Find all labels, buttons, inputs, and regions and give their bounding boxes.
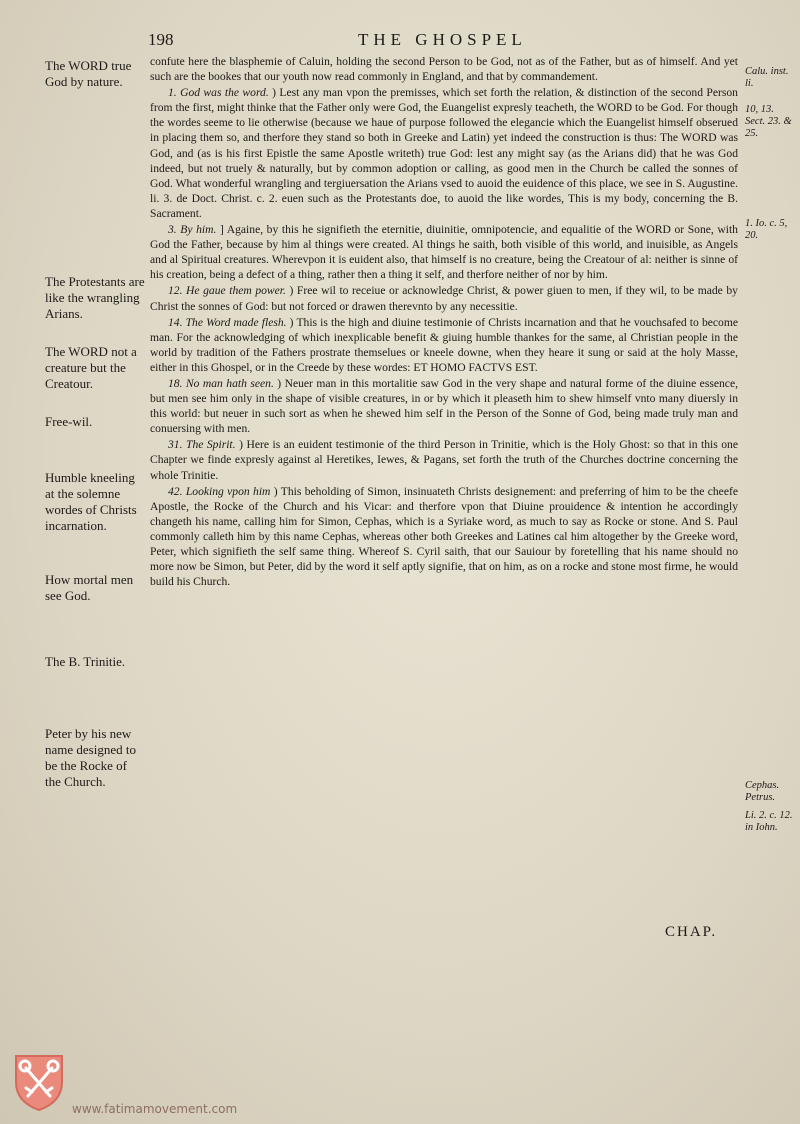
paragraph-lead: 12. He gaue them power. <box>168 284 286 298</box>
margin-note-mortal-men: How mortal men see God. <box>45 572 134 603</box>
paragraph-text: ] Againe, by this he signifieth the eternitie, diuinitie, omnipotencie, and equalitie of the WORD or Sone, with God the Father, because by him al things were created. Al things he saith, both visible of this world, and inuisible, as Angels and al Spiritual creatures. Wherevpon it is euident also, that himself is no creature, being the Creatour of al: neither is sinne of his creation, being a defect of a thing, rather then a thing it self, and therfore neither of nor by him. <box>150 223 738 282</box>
paragraph <box>150 437 738 482</box>
commentary-text <box>150 54 738 590</box>
margin-note-humble-kneeling: Humble kneeling at the solemne wordes of Christs incarnation. <box>45 470 137 533</box>
catchword: CHAP. <box>665 924 718 940</box>
paragraph <box>150 85 738 221</box>
margin-ref-cephas: Cephas. Petrus. <box>745 780 780 803</box>
paragraph-text: confute here the blasphemie of Caluin, holding the second Person to be God, not as of the Father, but as of himself. And yet such are the bookes that our youth now read commonly in England, and that by commandement. <box>150 55 738 84</box>
running-header <box>148 30 748 52</box>
margin-note-word-true-god: The WORD true God by nature. <box>45 58 132 89</box>
running-title: THE GHOSPEL <box>358 30 527 49</box>
paragraph-lead: 14. The Word made flesh. <box>168 315 287 329</box>
margin-note-protestants-arians: The Protestants are like the wrangling Arians. <box>45 274 145 321</box>
paragraph-text: ) This is the high and diuine testimonie of Christs incarnation and that he vouchsafed to become man. For the acknowledging of which inexplicable benefit & giuing humble thankes for the same, al Christian people in the world by tradition of the Fathers prostrate themselues or kneele downe, when they heare it sung or said at the holy Masse, either in this Ghospel, or in the Creede by these wordes: ET HOMO FACTVS EST. <box>150 315 738 374</box>
paragraph <box>150 315 738 375</box>
paragraph <box>150 222 738 282</box>
paragraph-text: ) Here is an euident testimonie of the third Person in Trinitie, which is the Holy Ghost: so that in this one Chapter we finde expresly against al Heretikes, Iewes, & Pagans, set forth the truth of the Churches doctrine concerning the whole Trinitie. <box>150 438 738 482</box>
margin-note-free-wil: Free-wil. <box>45 414 93 429</box>
margin-ref-cyril: Li. 2. c. 12. in Iohn. <box>745 810 793 833</box>
watermark-url[interactable]: www.fatimamovement.com <box>72 1102 238 1116</box>
paragraph <box>150 484 738 590</box>
paragraph-lead: 1. God was the word. <box>168 86 269 100</box>
paragraph-text: ) This beholding of Simon, insinuateth Christs designement: and preferring of him to be the cheefe Apostle, the Rocke of the Church and his Vicar: and therfore vpon that Diuine prouidence & intention he accordingly changeth his name, calling him for Simon, Cephas, which is a Syriake word, as much to say as Rocke or stone. And S. Paul commonly calleth him by this name Cephas, whereas other both Greekes and Latines cal him altogether by the Greeke word, Peter, which signifieth the self same thing. Whereof S. Cyril saith, that our Sauiour by foretelling that his name should no more now be Simon, but Peter, did by the word it self aptly signifie, that on him, as on a rocke and stone most firme, he would build his Church. <box>150 484 738 589</box>
paragraph-text: ) Neuer man in this mortalitie saw God in the very shape and natural forme of the diuine essence, but men see him only in the shape of visible creatures, in or by which it pleaseth him to shew himself vnto many diuersly in this world: but neuer in such sort as when he shewed him self in the Person of the Sonne of God, being made truly man and conuersing with men. <box>150 376 738 436</box>
paragraph-lead: 42. Looking vpon him <box>168 484 271 498</box>
paragraph-lead: 31. The Spirit. <box>168 438 236 452</box>
paragraph <box>150 376 738 436</box>
margin-note-word-creatour: The WORD not a creature but the Creatour. <box>45 344 137 391</box>
page-number: 198 <box>148 30 174 49</box>
paragraph-lead: 18. No man hath seen. <box>168 376 274 390</box>
paragraph-text: ) Free wil to receiue or acknowledge Christ, & power giuen to men, if they wil, to be made by Christ the sonnes of God: but not forced or drawen therevnto by any necessitie. <box>150 284 738 313</box>
margin-ref-calu: Calu. inst. li. <box>745 66 789 89</box>
paragraph-lead: 3. By him. <box>168 223 217 237</box>
papal-keys-shield-icon <box>10 1052 68 1112</box>
margin-note-trinitie: The B. Trinitie. <box>45 654 126 669</box>
margin-note-peter-rocke: Peter by his new name designed to be the Rocke of the Church. <box>45 726 136 789</box>
margin-ref-1-io: 1. Io. c. 5, 20. <box>745 218 788 241</box>
paragraph <box>150 283 738 313</box>
margin-ref-sect: 10, 13. Sect. 23. & 25. <box>745 104 792 139</box>
paragraph <box>150 54 738 84</box>
paragraph-text: ) Lest any man vpon the premisses, which set forth the relation, & distinction of the second Person from the first, might thinke that the Father only were God, the Euangelist expresly teacheth, the WORD to be God. For though the wordes seeme to lie otherwise (because we haue of purpose followed the elegancie which the Euangelist himself obserued in placing them so, and therfore they stand so both in Greeke and Latin) yet indeed the construction is thus: The WORD was God, and (as is his first Epistle the same Apostle writeth) true God: lest any might say (as the Arians did) that he was God indeed, but not truely & naturally, but by common adoption or calling, as good men in the Church be called the sonnes of God. What wonderful wrangling and tergiuersation the Arians vsed to auoid the euidence of this place, we see in S. Augustine. li. 3. de Doct. Christ. c. 2. euen such as the Protestants doe, to auoid the like wordes, This is my body, concerning the B. Sacrament. <box>150 86 738 220</box>
